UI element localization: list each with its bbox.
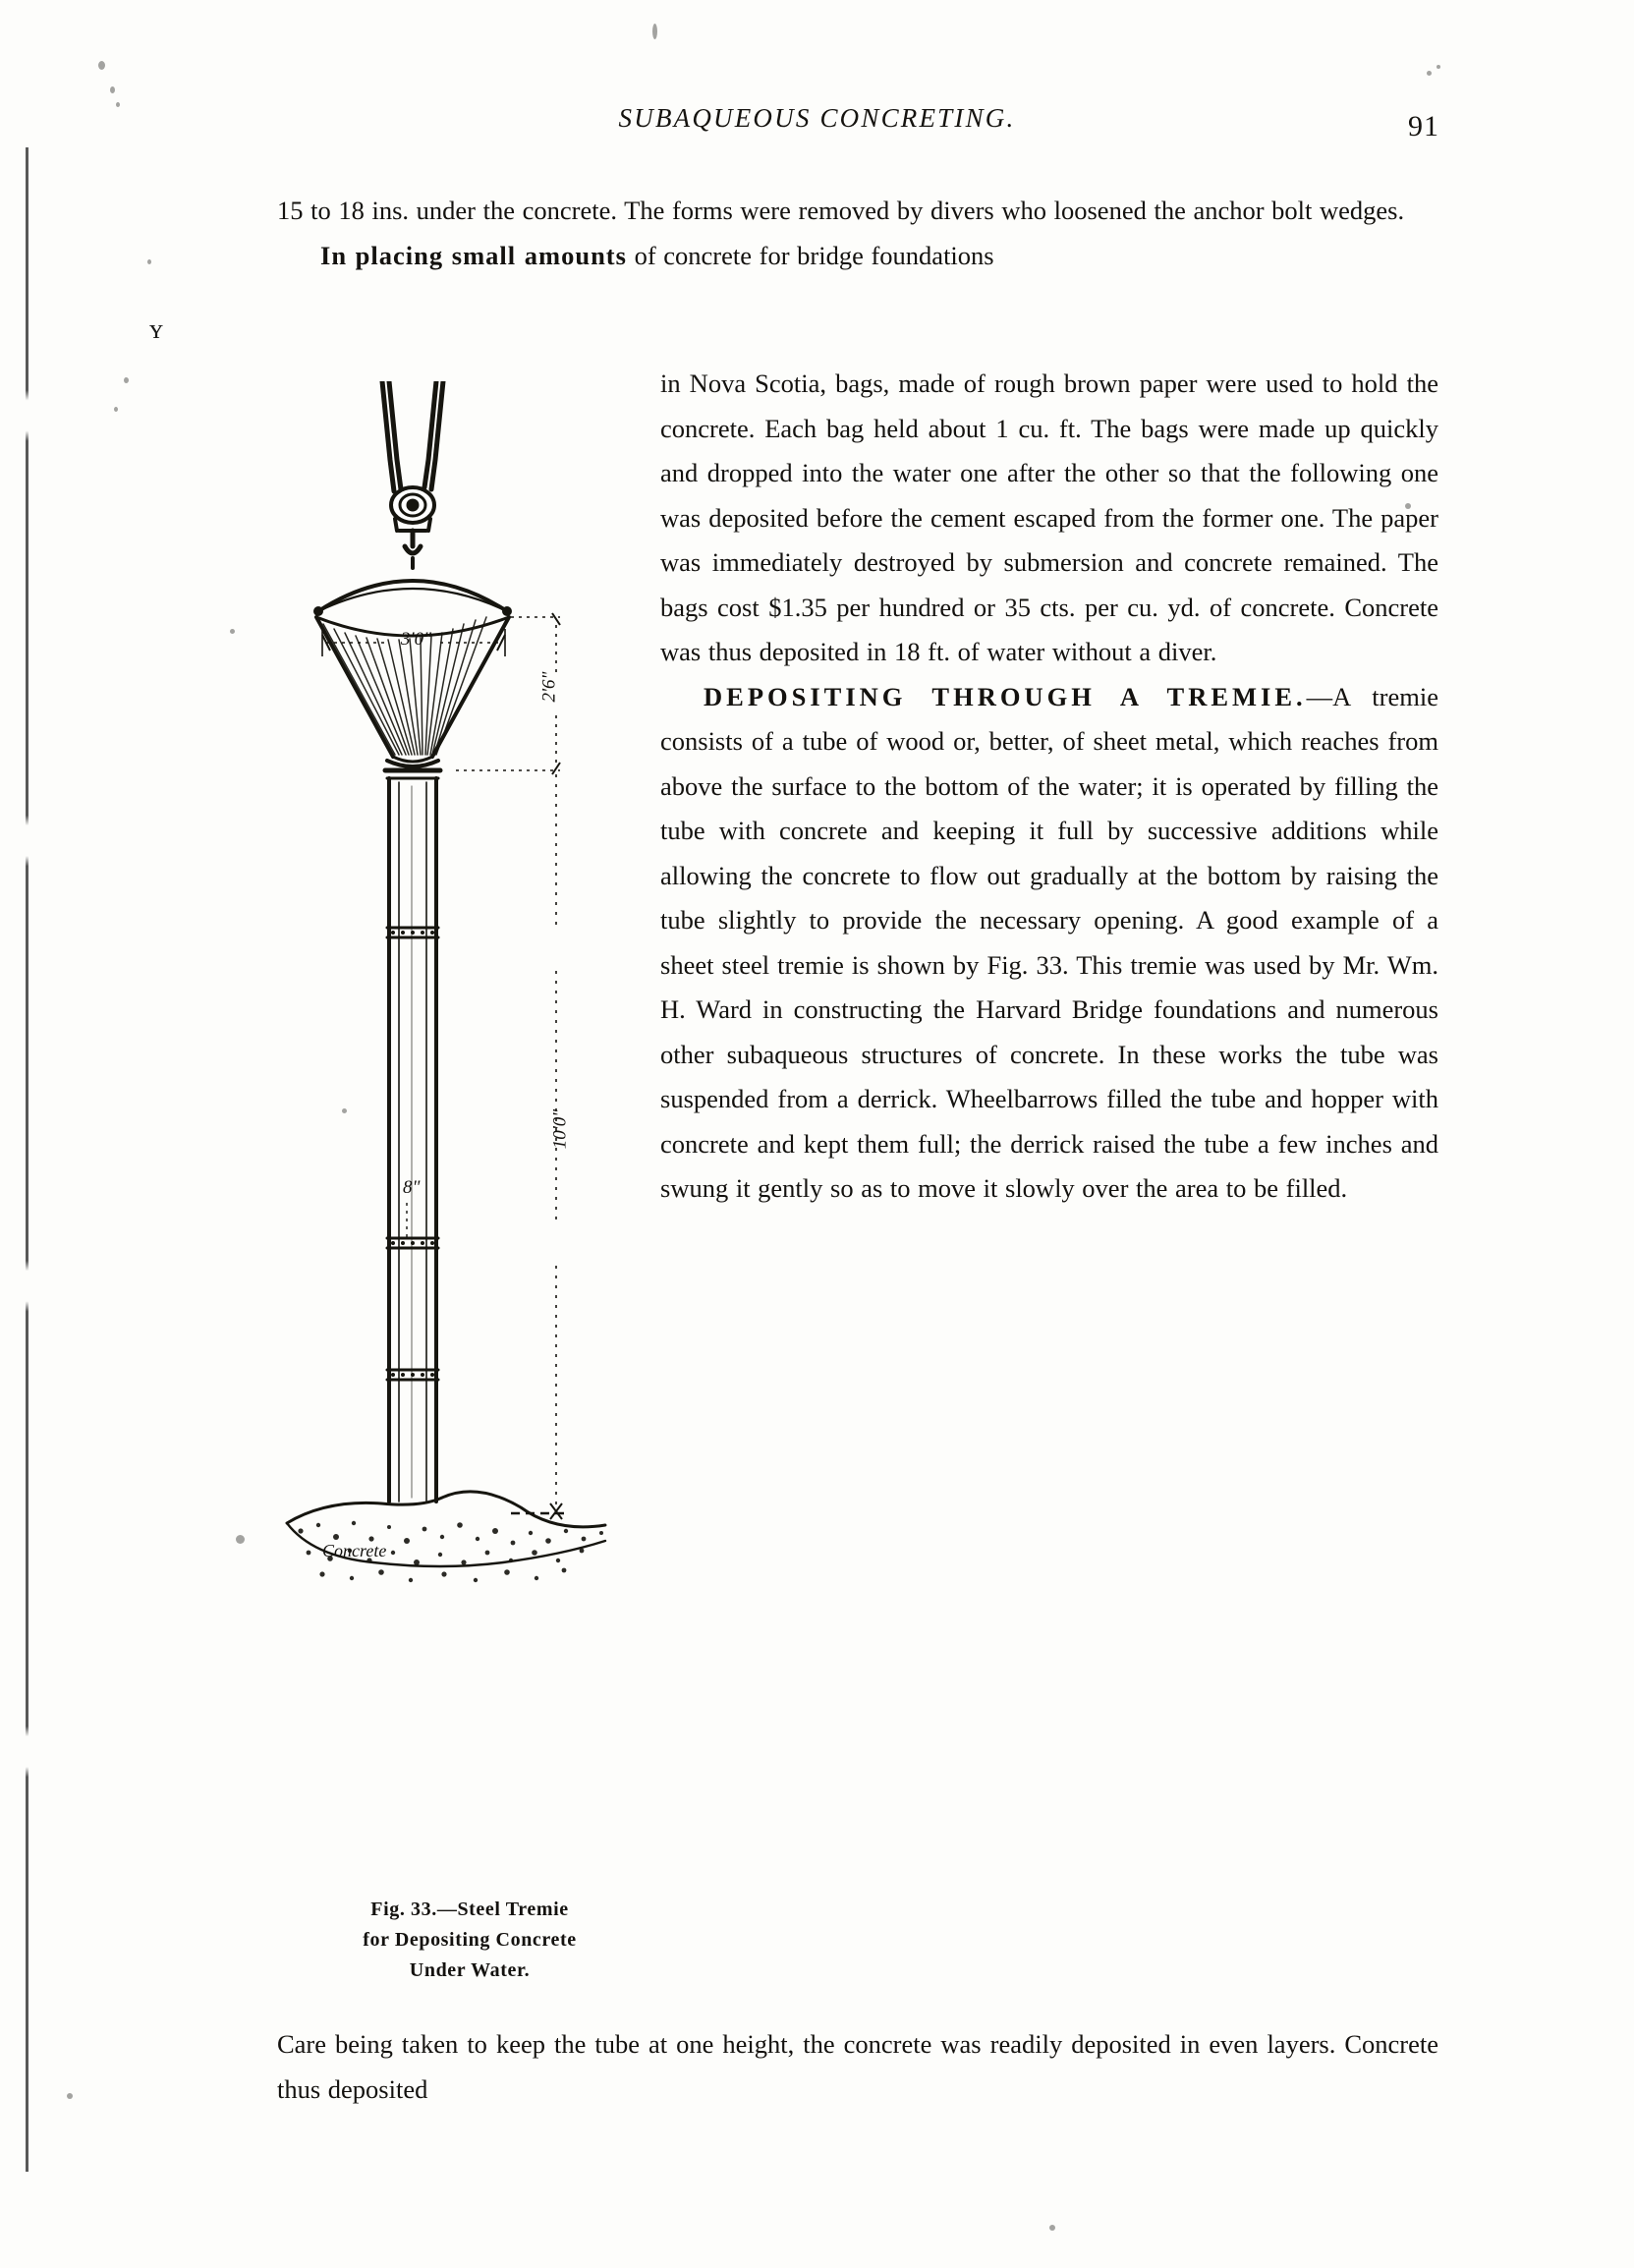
running-head: SUBAQUEOUS CONCRETING. <box>618 103 1016 133</box>
paragraph-2-lead: In placing small amounts <box>320 240 627 270</box>
dim-label-hopper-width: 3'0" <box>401 629 432 650</box>
figure-steel-tremie <box>283 381 648 1875</box>
section-heading: DEPOSITING THROUGH A TREMIE. <box>704 681 1307 711</box>
intro-text-block <box>277 189 1438 278</box>
scan-speck <box>67 2093 73 2099</box>
dim-label-tube-length: 10'0" <box>549 1108 571 1150</box>
label-concrete: Concrete <box>322 1541 387 1560</box>
paragraph-2-rest: of concrete for bridge foundations <box>626 240 994 270</box>
figure-caption-line-1: Fig. 33.—Steel Tremie <box>370 1899 569 1920</box>
dimension-lines <box>322 613 564 1519</box>
column-paragraph-1: in Nova Scotia, bags, made of rough brown paper were used to hold the concrete. Each bag held about 1 cu. ft. The bags were made up quickly and dropped into the water one after the other so that the following one was deposited before the cement escaped from the former one. The paper was immediately destroyed by submersion and concrete remained. The bags cost $1.35 per hundred or 35 cts. per cu. yd. of concrete. Concrete was thus deposited in 18 ft. of water without a diver. <box>660 369 1438 666</box>
scan-speck <box>230 629 235 634</box>
scan-speck <box>1049 2225 1055 2231</box>
right-column-text <box>660 362 1438 1212</box>
scan-speck <box>114 407 118 412</box>
section-paragraph <box>660 675 1438 1212</box>
scan-speck <box>1437 65 1440 69</box>
figure-caption-line-3: Under Water. <box>409 1959 531 1981</box>
column-paragraph-2: —A tremie consists of a tube of wood or, better, of sheet metal, which reaches from above the surface to the bottom of the water; it is operated by filling the tube with concrete and keeping it full by successive additions while allowing the concrete to flow out gradually at the bottom by raising the tube slightly to provide the necessary opening. A good example of a sheet steel tremie is shown by Fig. 33. This tremie was used by Mr. Wm. H. Ward in constructing the Harvard Bridge foundations and numerous other subaqueous structures of concrete. In these works the tube was suspended from a derrick. Wheelbarrows filled the tube and hopper with concrete and kept them full; the derrick raised the tube a few inches and swung it gently so as to move it slowly over the area to be filled. <box>660 681 1438 1203</box>
paragraph-2 <box>277 234 1438 279</box>
figure-caption-line-2: for Depositing Concrete <box>363 1929 577 1951</box>
scan-speck <box>1427 71 1432 76</box>
scan-speck <box>147 259 151 264</box>
paragraph-bottom: Care being taken to keep the tube at one height, the concrete was readily deposited in even layers. Concrete thus deposited <box>277 2029 1438 2104</box>
paragraph-1: 15 to 18 ins. under the concrete. The forms were removed by divers who loosened the anchor bolt wedges. <box>277 196 1405 225</box>
scan-speck <box>98 61 105 70</box>
scan-speck <box>236 1535 245 1544</box>
closing-text-block <box>277 2022 1438 2112</box>
tremie-drawing <box>283 381 648 1875</box>
page-number: 91 <box>1408 110 1439 142</box>
dim-label-hopper-height: 2'6" <box>538 671 560 703</box>
figure-caption <box>295 1895 645 1986</box>
scan-speck <box>652 24 657 39</box>
dim-label-tube-diameter: 8" <box>403 1177 421 1198</box>
scan-speck <box>124 377 129 383</box>
book-gutter-edge <box>26 147 28 2172</box>
margin-mark: ʏ <box>149 314 163 345</box>
scan-speck <box>110 86 115 93</box>
